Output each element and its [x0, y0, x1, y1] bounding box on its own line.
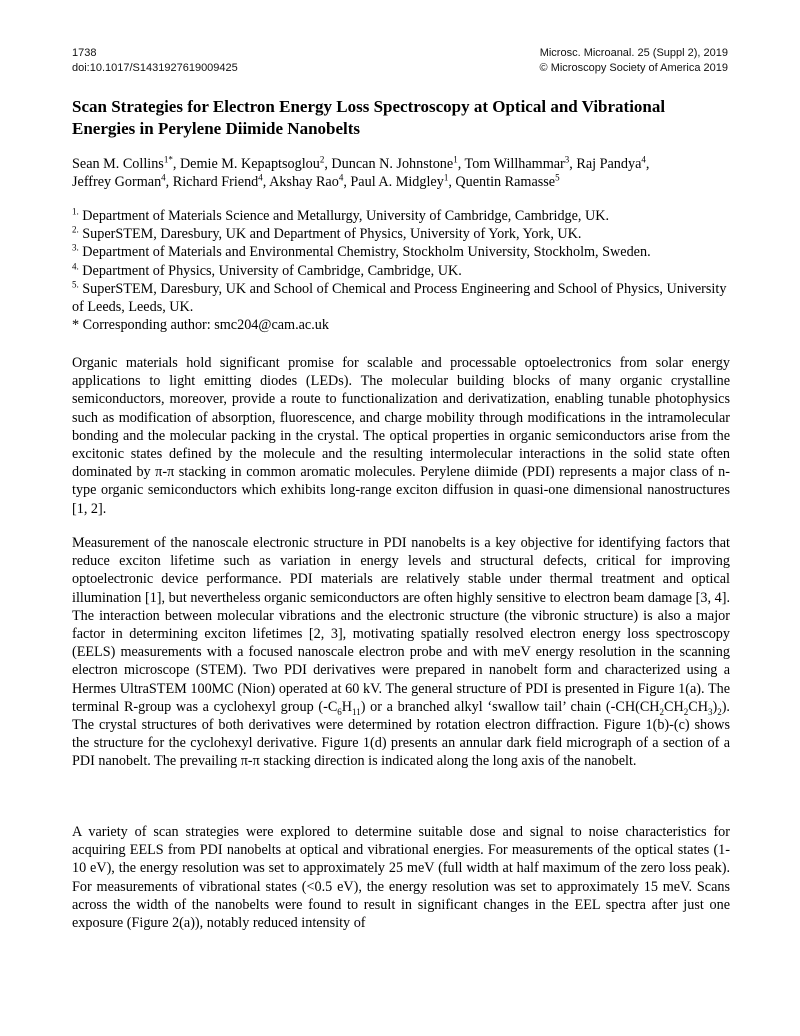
author-name: Quentin Ramasse — [455, 174, 556, 190]
author-affiliation-mark: 4 — [258, 172, 263, 183]
header-left — [72, 46, 238, 76]
body-paragraph-1: Organic materials hold significant promise for scalable and processable optoelectronics from solar energy applications to light emitting diodes (LEDs). The molecular building blocks of many organic crystalline semiconductors, moreover, provide a route to functionalization and derivatization, enabling tunable photophysics such as modification of absorption, fluorescence, and charge mobility through modifications in the intramolecular bonding and the molecular packing in the crystal. The optical properties in organic semiconductors arise from the excitonic states defined by the molecule and the resulting intermolecular interactions in the solid state often dominated by π-π stacking in common aromatic molecules. Perylene diimide (PDI) represents a major class of n-type organic semiconductors which exhibits long-range exciton diffusion in quasi-one dimensional nanostructures [1, 2]. — [72, 355, 730, 517]
affiliation — [72, 225, 732, 243]
author-name: Sean M. Collins — [72, 156, 164, 172]
corresponding-author: * Corresponding author: smc204@cam.ac.uk — [72, 317, 329, 334]
subscript: 2 — [659, 706, 665, 717]
page-number: 1738 — [72, 47, 97, 59]
formula-text: CH — [688, 698, 708, 715]
paragraph-text: ). The crystal structures of both derivatives were determined by rotation electron diffraction. Figure 1(b)-(c) shows the structure for the cyclohexyl derivative. Figure 1(d) presents an annular dark field micrograph of a section of a PDI nanobelt. The prevailing π-π stacking direction is indicated along the long axis of the nanobelt. — [72, 698, 730, 770]
copyright: © Microscopy Society of America 2019 — [539, 62, 728, 74]
affiliation-list — [72, 207, 732, 334]
body-paragraph-3: A variety of scan strategies were explored to determine suitable dose and signal to noise characteristics for acquiring EELS from PDI nanobelts at optical and vibrational energies. For measurements of the optical states (1-10 eV), the energy resolution was set to approximately 25 meV (full width at half maximum of the zero loss peak). For measurements of vibrational states (<0.5 eV), the energy resolution was set to approximately 15 meV. Scans across the width of the nanobelts were found to result in significant changes in the EEL spectra after just one exposure (Figure 2(a)), notably reduced intensity of — [72, 824, 730, 932]
affiliation-text: SuperSTEM, Daresbury, UK and School of Chemical and Process Engineering and School of Physics, University of Leeds, Leeds, UK. — [72, 280, 727, 316]
formula-text: H — [341, 698, 353, 715]
author-affiliation-mark: 4 — [161, 172, 166, 183]
subscript: 3 — [707, 706, 713, 717]
paper-title: Scan Strategies for Electron Energy Loss Spectroscopy at Optical and Vibrational Energies in Perylene Diimide Nanobelts — [72, 97, 666, 138]
doi: doi:10.1017/S1431927619009425 — [72, 62, 238, 74]
author-affiliation-mark: 3 — [564, 154, 570, 165]
affiliation-text: SuperSTEM, Daresbury, UK and Department of Physics, University of York, York, UK. — [82, 226, 582, 243]
affiliation-number: 3. — [72, 242, 79, 253]
subscript: 2 — [717, 706, 722, 717]
author-name: Duncan N. Johnstone — [331, 156, 454, 172]
author-affiliation-mark: 5 — [555, 172, 560, 183]
author-affiliation-mark: 1* — [163, 154, 173, 165]
author-name: Richard Friend — [172, 174, 259, 190]
paragraph-text: Measurement of the nanoscale electronic structure in PDI nanobelts is a key objective for identifying factors that reduce exciton lifetime such as variation in energy levels and structural defects, critical for improving optoelectronic device performance. PDI materials are relatively stable under thermal treatment and optical illumination [1], but nevertheless organic semiconductors are often highly sensitive to electron beam damage [3, 4]. The interaction between molecular vibrations and the electronic structure (the vibronic structure) is also a major factor in determining exciton lifetimes [2, 3], motivating spatially resolved electron energy loss spectroscopy (EELS) measurements with a focused nanoscale electron probe and with meV energy resolution in the scanning electron microscope (STEM). Two PDI derivatives were prepared in nanobelt form and characterized using a Hermes UltraSTEM 100MC (Nion) operated at 60 kV. The general structure of PDI is presented in Figure 1(a). The terminal R-group was a cyclohexyl group (-C — [72, 535, 730, 715]
affiliation-text: Department of Physics, University of Cambridge, Cambridge, UK. — [82, 262, 462, 279]
affiliation-number: 2. — [72, 224, 79, 235]
header-right — [540, 46, 728, 76]
subscript: 11 — [352, 706, 361, 717]
formula-text: ) — [712, 698, 718, 715]
author-affiliation-mark: 4 — [338, 172, 344, 183]
author-name: Jeffrey Gorman — [72, 174, 162, 190]
journal-citation: Microsc. Microanal. 25 (Suppl 2), 2019 — [539, 47, 728, 59]
affiliation-text: Department of Materials and Environmental Chemistry, Stockholm University, Stockholm, Sweden. — [82, 244, 651, 261]
affiliation-number: 5. — [72, 279, 79, 290]
subscript: 6 — [337, 706, 342, 717]
author-name: Paul A. Midgley — [350, 174, 444, 190]
affiliation-number: 1. — [72, 206, 79, 217]
author-name: Tom Willhammar — [464, 156, 565, 172]
affiliation — [72, 262, 732, 280]
author-affiliation-mark: 1 — [453, 154, 458, 165]
affiliation-number: 4. — [72, 260, 79, 271]
author-affiliation-mark: 4 — [641, 154, 646, 165]
author-affiliation-mark: 1 — [443, 172, 449, 183]
affiliation — [72, 207, 732, 225]
author-list: Sean M. Collins$^{1*}$, Demie M. Kepaptsoglou$^2$, Duncan N. Johnstone$^1$, Tom Willhammar$^3$, Raj Pandya$^4$, Jeffrey Gorman$^4$, Richard Friend$^4$, Akshay Rao$^4$, Paul A. Midgley$^1$, Quentin Ramasse$^5$ — [72, 154, 650, 190]
affiliation-text: Department of Materials Science and Metallurgy, University of Cambridge, Cambridge, UK. — [82, 208, 610, 224]
body-paragraph-2 — [72, 534, 730, 771]
subscript: 2 — [683, 706, 689, 717]
affiliation — [72, 243, 732, 261]
affiliation — [72, 280, 732, 316]
author-name: Akshay Rao — [269, 174, 339, 190]
paragraph-text: ) or a branched alkyl ‘swallow tail’ chain (-CH(CH — [360, 698, 660, 715]
author-name: Raj Pandya — [576, 156, 642, 172]
formula-text: CH — [664, 698, 684, 715]
author-name: Demie M. Kepaptsoglou — [179, 156, 320, 172]
author-affiliation-mark: 2 — [319, 154, 325, 165]
